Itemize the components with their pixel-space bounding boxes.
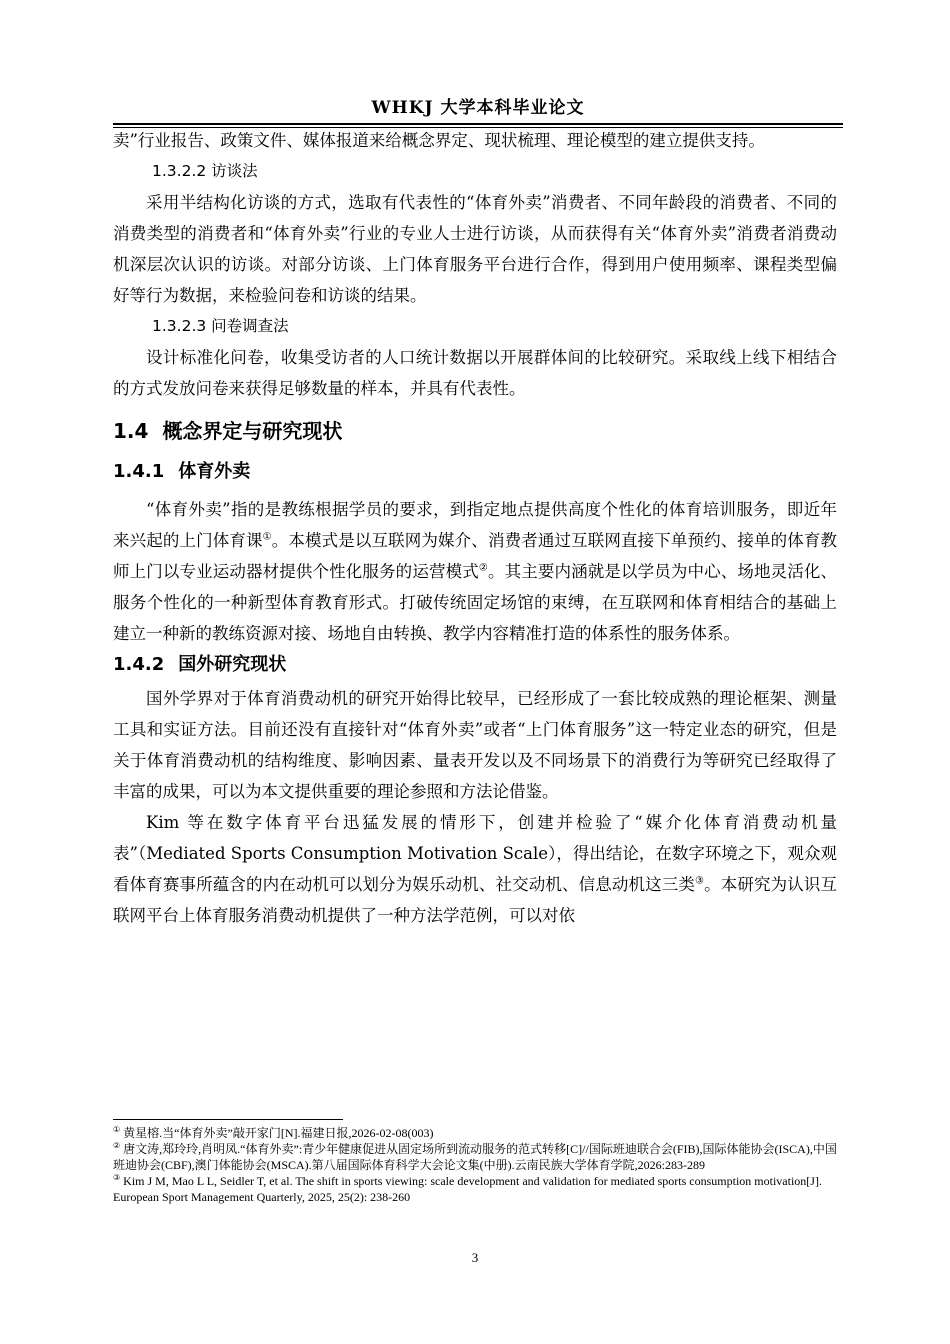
- paragraph: 卖”行业报告、政策文件、媒体报道来给概念界定、现状梳理、理论模型的建立提供支持。: [113, 131, 765, 150]
- footnote-separator: [113, 1119, 343, 1120]
- subsection-title: 国外研究现状: [178, 654, 287, 675]
- footnotes: [113, 1125, 837, 1205]
- subsubsection-heading: 1.3.2.3 问卷调查法: [152, 317, 289, 335]
- footnote-marker[interactable]: ①: [262, 531, 272, 543]
- footnote: [113, 1141, 837, 1173]
- footnote-text: 黄星榕.当“体育外卖”敲开家门[N].福建日报,2026-02-08(003): [120, 1126, 434, 1140]
- body-text: [113, 125, 837, 931]
- subsection-heading: [113, 651, 837, 679]
- footnote-text: Kim J M, Mao L L, Seidler T, et al. The shift in sports viewing: scale development and validation for mediated sports consumption motivation[J]. European Sport Management Quarterly, 2025, 25(2): 238-260: [113, 1174, 822, 1204]
- footnote-marker[interactable]: ③: [695, 875, 705, 887]
- paragraph-text: 。本研究为认识互联网平台上体育服务消费动机提供了一种方法学范例，可以对依: [113, 875, 838, 925]
- subsubsection-heading: 1.3.2.2 访谈法: [152, 162, 258, 180]
- footnote-mark: ①: [113, 1125, 121, 1134]
- paragraph-text: Kim 等在数字体育平台迅猛发展的情形下，创建并检验了“媒介化体育消费动机量表”（Mediated Sports Consumption Motivation Scale），得出结论，在数字环境之下，观众观看体育赛事所蕴含的内在动机可以划分为娱乐动机、社交动机、信息动机这三类: [113, 813, 837, 894]
- footnote-marker[interactable]: ②: [478, 562, 488, 574]
- subsection-number: 1.4.1: [113, 461, 165, 482]
- section-heading: [113, 416, 837, 446]
- footnote-text: 唐文涛,郑玲玲,肖明凤.“体育外卖”:青少年健康促进从固定场所到流动服务的范式转移[C]//国际班迪联合会(FIB),国际体能协会(ISCA),中国班迪协会(CBF),澳门体能协会(MSCA).第八届国际体育科学大会论文集(中册).云南民族大学体育学院,2026:283-289: [113, 1142, 837, 1172]
- footnote: [113, 1173, 837, 1205]
- section-title: 概念界定与研究现状: [162, 419, 343, 443]
- page-number: 3: [471, 1250, 479, 1265]
- paragraph: 设计标准化问卷，收集受访者的人口统计数据以开展群体间的比较研究。采取线上线下相结合的方式发放问卷来获得足够数量的样本，并具有代表性。: [113, 348, 837, 398]
- paragraph-text: “体育外卖”指的是教练根据学员的要求，到指定地点提供高度个性化的体育培训服务，即近年来兴起的上门体育课: [113, 500, 837, 550]
- footnote: [113, 1125, 837, 1141]
- paragraph: 采用半结构化访谈的方式，选取有代表性的“体育外卖”消费者、不同年龄段的消费者、不同的消费类型的消费者和“体育外卖”行业的专业人士进行访谈，从而获得有关“体育外卖”消费者消费动机深层次认识的访谈。对部分访谈、上门体育服务平台进行合作，得到用户使用频率、课程类型偏好等行为数据，来检验问卷和访谈的结果。: [113, 193, 837, 305]
- paragraph: 国外学界对于体育消费动机的研究开始得比较早，已经形成了一套比较成熟的理论框架、测量工具和实证方法。目前还没有直接针对“体育外卖”或者“上门体育服务”这一特定业态的研究，但是关于体育消费动机的结构维度、影响因素、量表开发以及不同场景下的消费行为等研究已经取得了丰富的成果，可以为本文提供重要的理论参照和方法论借鉴。: [113, 689, 837, 801]
- section-number: 1.4: [113, 419, 149, 443]
- paragraph: [113, 494, 837, 649]
- footnote-mark: ③: [113, 1173, 121, 1182]
- subsection-title: 体育外卖: [178, 461, 251, 482]
- subsection-heading: [113, 458, 837, 486]
- paragraph-text: 。其主要内涵就是以学员为中心、场地灵活化、服务个性化的一种新型体育教育形式。打破传统固定场馆的束缚，在互联网和体育相结合的基础上建立一种新的教练资源对接、场地自由转换、教学内容精准打造的体系性的服务体系。: [113, 562, 838, 643]
- subsection-number: 1.4.2: [113, 654, 165, 675]
- paragraph: [113, 807, 837, 931]
- footnote-mark: ②: [113, 1141, 121, 1150]
- paragraph-text: 。本模式是以互联网为媒介、消费者通过互联网直接下单预约、接单的体育教师上门以专业运动器材提供个性化服务的运营模式: [113, 531, 838, 581]
- running-header: WHKJ 大学本科毕业论文: [371, 98, 585, 118]
